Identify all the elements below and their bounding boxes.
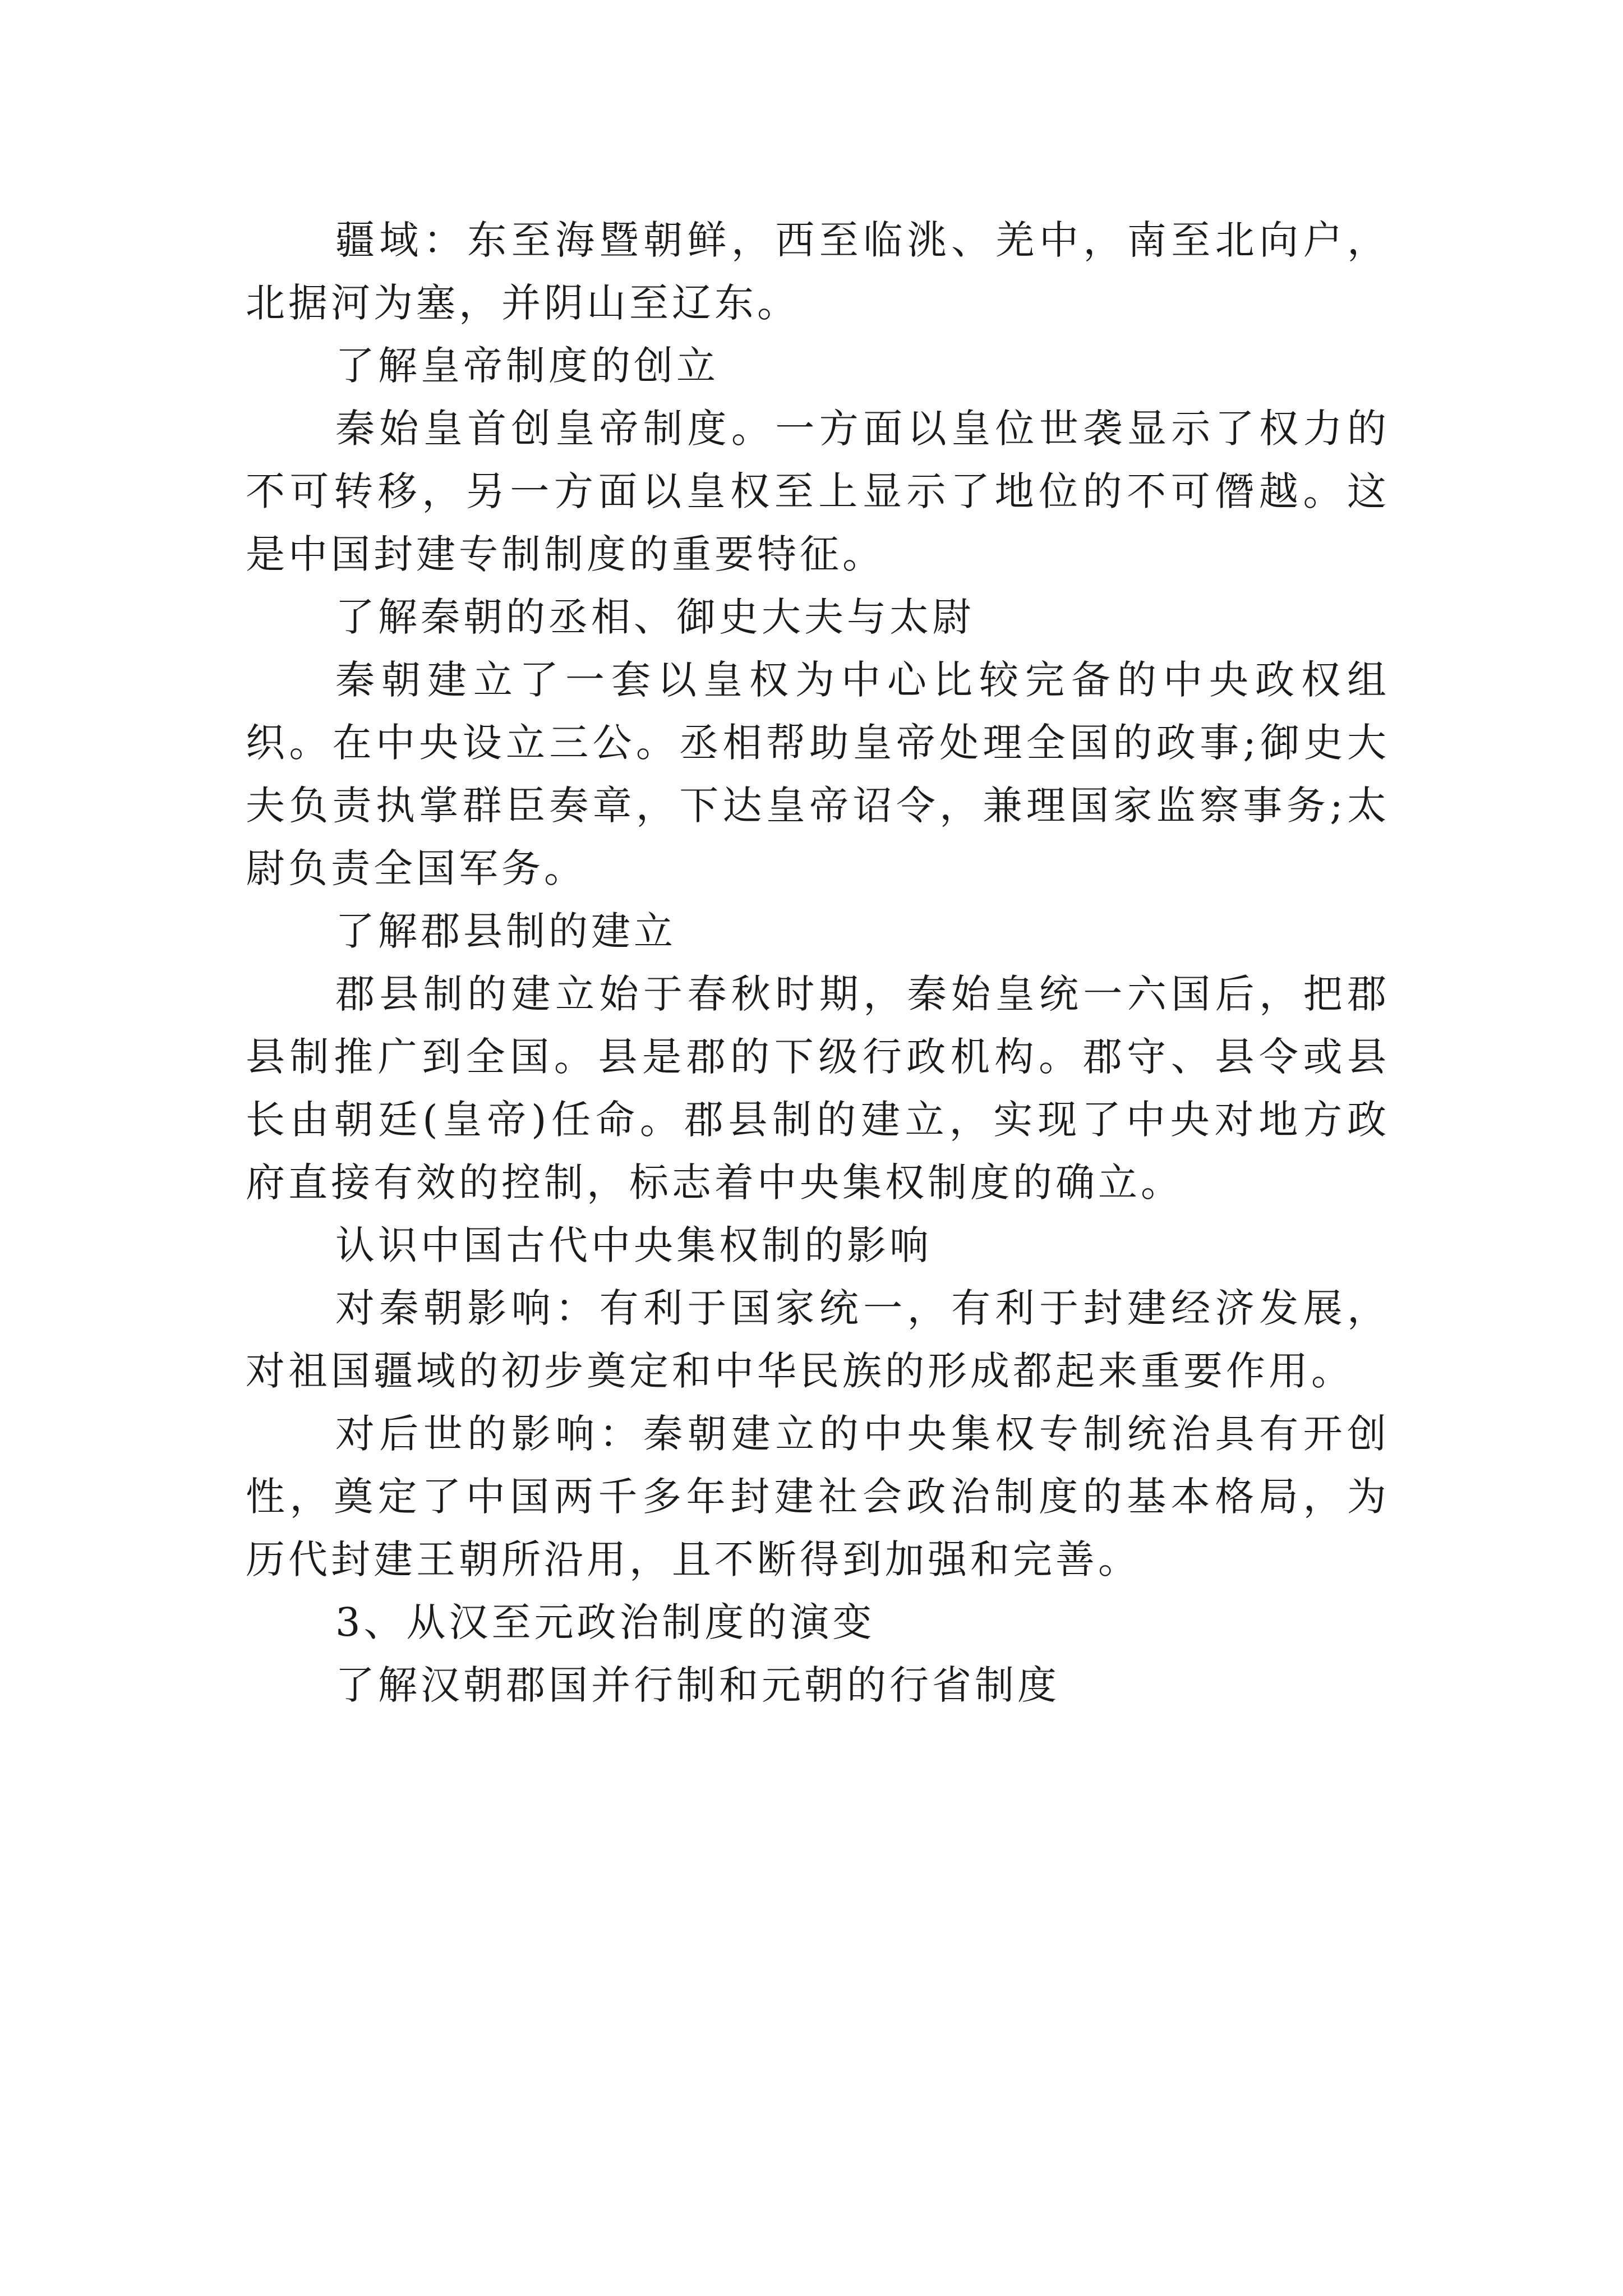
heading-emperor-system: 了解皇帝制度的创立 xyxy=(335,343,719,389)
paragraph-impact-later: 对后世的影响：秦朝建立的中央集权专制统治具有开创性，奠定了中国两千多年封建社会政治制度的基本格局，为历代封建王朝所沿用，且不断得到加强和完善。 xyxy=(246,1411,1390,1582)
heading-centralization-impact: 认识中国古代中央集权制的影响 xyxy=(335,1222,932,1268)
heading-han-yuan-systems: 了解汉朝郡国并行制和元朝的行省制度 xyxy=(335,1662,1060,1708)
heading-section-3: 3、从汉至元政治制度的演变 xyxy=(335,1599,875,1645)
document-body xyxy=(246,209,1390,1717)
paragraph-emperor-system: 秦始皇首创皇帝制度。一方面以皇位世袭显示了权力的不可转移，另一方面以皇权至上显示了地位的不可僭越。这是中国封建专制制度的重要特征。 xyxy=(246,406,1390,577)
paragraph-territory: 疆域：东至海暨朝鲜，西至临洮、羌中，南至北向户，北据河为塞，并阴山至辽东。 xyxy=(246,217,1390,326)
heading-three-dukes: 了解秦朝的丞相、御史大夫与太尉 xyxy=(335,594,975,640)
paragraph-prefecture-county: 郡县制的建立始于春秋时期，秦始皇统一六国后，把郡县制推广到全国。县是郡的下级行政机构。郡守、县令或县长由朝廷(皇帝)任命。郡县制的建立，实现了中央对地方政府直接有效的控制，标志着中央集权制度的确立。 xyxy=(246,971,1390,1205)
heading-prefecture-county: 了解郡县制的建立 xyxy=(335,908,676,954)
paragraph-three-dukes: 秦朝建立了一套以皇权为中心比较完备的中央政权组织。在中央设立三公。丞相帮助皇帝处理全国的政事;御史大夫负责执掌群臣奏章，下达皇帝诏令，兼理国家监察事务;太尉负责全国军务。 xyxy=(246,657,1390,891)
paragraph-impact-qin: 对秦朝影响：有利于国家统一，有利于封建经济发展，对祖国疆域的初步奠定和中华民族的形成都起来重要作用。 xyxy=(246,1285,1390,1394)
